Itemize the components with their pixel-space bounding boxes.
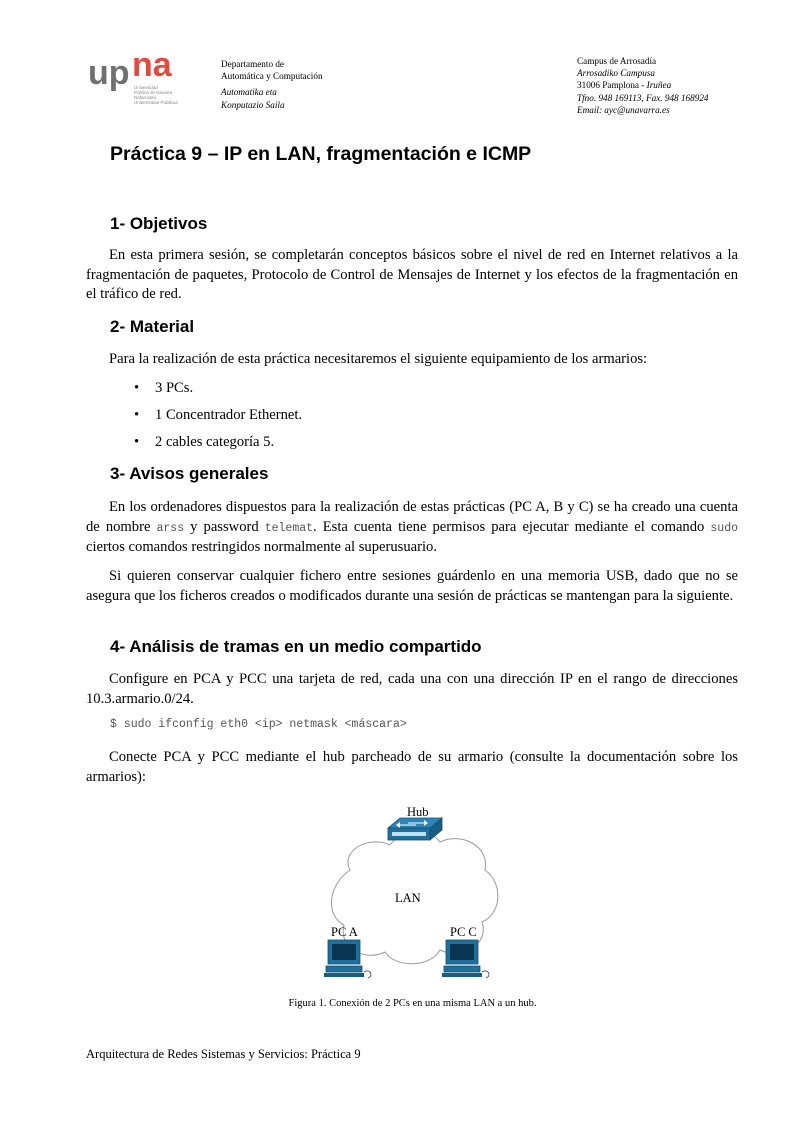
section-3-paragraph-1: En los ordenadores dispuestos para la realización de estas prácticas (PC A, B y C) se ha creado una cuenta de nombre arss y password telemat. Esta cuenta tiene permisos para ejecutar mediante el comando sudo ciertos comandos restringidos normalmente al superusuario.	[86, 499, 738, 555]
section-3-heading: 3- Avisos generales	[110, 464, 269, 483]
pc-a-device	[324, 940, 371, 978]
page-title: Práctica 9 – IP en LAN, fragmentación e ICMP	[110, 143, 532, 165]
logo-na: na	[132, 54, 172, 84]
page-footer: Arquitectura de Redes Sistemas y Servicios: Práctica 9	[86, 1047, 361, 1061]
section-1-paragraph: En esta primera sesión, se completarán conceptos básicos sobre el nivel de red en Internet relativos a la fragmentación de paquetes, Protocolo de Control de Mensajes de Internet y los efectos de la fragmentación en el tráfico de red.	[86, 247, 738, 302]
hub-label: Hub	[407, 805, 429, 819]
logo-sub-1: Universidad	[134, 85, 158, 90]
username-code: arss	[156, 521, 185, 535]
section-3-paragraph-2: Si quieren conservar cualquier fichero entre sesiones guárdenlo en una memoria USB, dado que no se asegura que los ficheros creados o modificados durante una sesión de prácticas se mantengan para la siguiente.	[86, 568, 738, 604]
logo-sub-2: Pública de Navarra	[134, 90, 173, 95]
logo-sub-3: Nafarroako	[134, 95, 157, 100]
campus-line-3: 31006 Pamplona - Iruñea	[577, 80, 672, 91]
logo-sub-4: Unibertsitate Publikoa	[134, 100, 178, 105]
pc-c-device	[442, 940, 489, 978]
campus-line-1: Campus de Arrosadía	[577, 56, 657, 66]
sudo-code: sudo	[710, 521, 738, 535]
password-code: telemat	[264, 521, 314, 535]
section-4-paragraph-2: Conecte PCA y PCC mediante el hub parcheado de su armario (consulte la documentación sobre los armarios):	[86, 749, 738, 785]
logo-up: up	[88, 54, 130, 92]
figure-caption: Figura 1. Conexión de 2 PCs en una misma LAN a un hub.	[288, 998, 537, 1009]
section-1-heading: 1- Objetivos	[110, 214, 208, 233]
section-2-heading: 2- Material	[110, 317, 195, 336]
dept-line-1: Departamento de	[221, 59, 285, 69]
pc-c-label: PC C	[450, 925, 477, 939]
hub-device	[388, 818, 442, 840]
dept-line-3: Automatika eta	[221, 87, 277, 98]
dept-line-4: Konputazio Saila	[221, 99, 285, 110]
department-header	[221, 58, 323, 111]
campus-line-2: Arrosadiko Campusa	[577, 68, 656, 79]
section-4-paragraph-1: Configure en PCA y PCC una tarjeta de red, cada una con una dirección IP en el rango de direcciones 10.3.armario.0/24.	[86, 671, 738, 707]
dept-line-2: Automática y Computación	[221, 71, 323, 82]
campus-line-5: Email: ayc@unavarra.es	[577, 104, 670, 115]
section-2-paragraph: Para la realización de esta práctica necesitaremos el siguiente equipamiento de los armarios:	[109, 351, 648, 367]
upna-logo-graphic	[88, 54, 198, 110]
lan-label: LAN	[395, 891, 421, 905]
campus-header	[577, 55, 709, 116]
campus-line-4: Tfno. 948 169113, Fax. 948 168924	[577, 92, 709, 103]
section-4-heading: 4- Análisis de tramas en un medio compartido	[110, 637, 482, 656]
pc-a-label: PC A	[331, 925, 358, 939]
ifconfig-command: $ sudo ifconfig eth0 <ip> netmask <máscara>	[110, 718, 407, 731]
